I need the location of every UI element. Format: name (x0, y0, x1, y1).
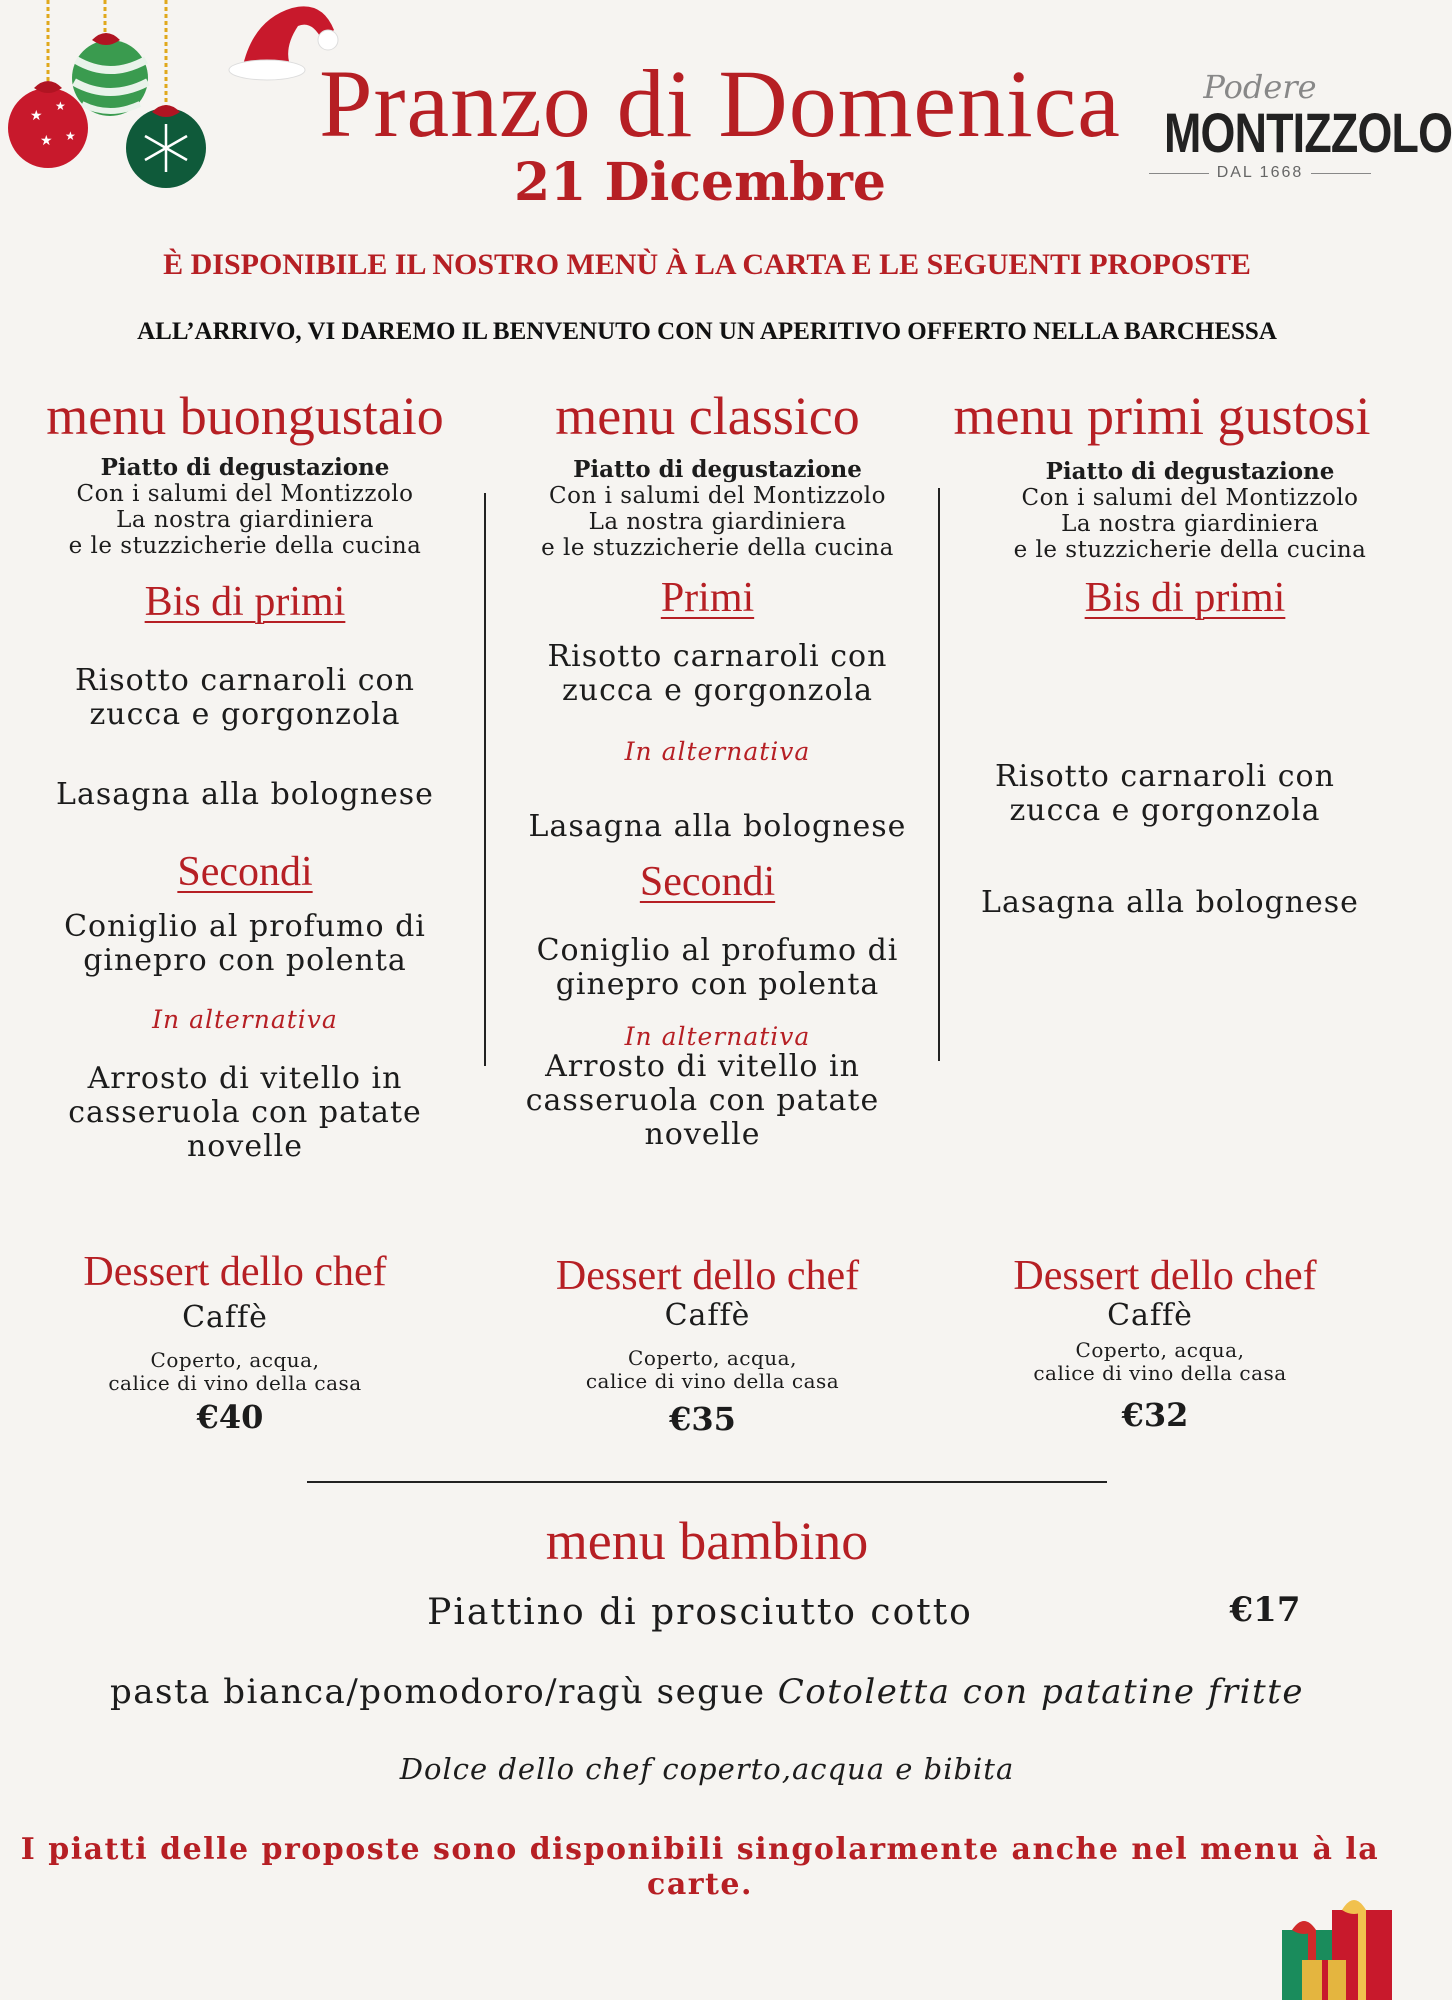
degustazione-heading: Piatto di degustazione (100, 454, 390, 481)
menu-price: €40 (196, 1398, 264, 1436)
event-date: 21 Dicembre (514, 152, 886, 213)
menu-title: menu buongustaio (46, 386, 444, 446)
section-title-primi: Bis di primi (144, 579, 346, 625)
welcome-notice: ALL’ARRIVO, VI DAREMO IL BENVENUTO CON UN APERITIVO OFFERTO NELLA BARCHESSA (137, 318, 1277, 345)
page-title: Pranzo di Domenica (319, 50, 1121, 157)
logo-dal: DAL 1668 (1216, 164, 1304, 181)
degustazione-line: e le stuzzicherie della cucina (68, 533, 422, 559)
degustazione-line: La nostra giardiniera (1061, 511, 1319, 537)
dish: Lasagna alla bolognese (981, 885, 1359, 920)
svg-text:★: ★ (55, 99, 66, 113)
svg-text:★: ★ (40, 133, 53, 149)
menu-title: menu primi gustosi (953, 386, 1371, 446)
coperto-line: calice di vino della casa (585, 1369, 840, 1393)
degustazione-heading: Piatto di degustazione (573, 456, 862, 483)
dish: Lasagna alla bolognese (56, 777, 434, 812)
dish: ginepro con polenta (555, 967, 880, 1002)
degustazione-line: e le stuzzicherie della cucina (1013, 537, 1367, 563)
section-title-primi: Bis di primi (1084, 575, 1286, 621)
dessert-title: Dessert dello chef (1013, 1253, 1317, 1299)
dish: Coniglio al profumo di (536, 933, 899, 968)
footer-note: I piatti delle proposte sono disponibili singolarmente anche nel menu à la carte. (20, 1832, 1380, 1902)
dish: zucca e gorgonzola (89, 697, 401, 732)
degustazione-line: e le stuzzicherie della cucina (541, 535, 894, 561)
degustazione-line: La nostra giardiniera (588, 509, 847, 535)
logo-name: MONTIZZOLO (1164, 101, 1452, 164)
coperto-line: Coperto, acqua, (150, 1348, 320, 1372)
availability-notice: È DISPONIBILE IL NOSTRO MENÙ À LA CARTA E LE SEGUENTI PROPOSTE (163, 248, 1251, 281)
dish: zucca e gorgonzola (562, 673, 873, 708)
degustazione-line: Con i salumi del Montizzolo (76, 481, 414, 507)
menu-price: €35 (669, 1400, 736, 1438)
caffe-label: Caffè (1107, 1298, 1193, 1333)
dish: Risotto carnaroli con (547, 639, 888, 674)
dish: novelle (644, 1117, 761, 1152)
menu-title-bambino: menu bambino (545, 1511, 869, 1571)
dish: casseruola con patate (525, 1083, 880, 1118)
caffe-label: Caffè (664, 1298, 751, 1333)
alternative-label: In alternativa (624, 737, 811, 766)
christmas-baubles-icon (0, 0, 220, 200)
coperto-line: Coperto, acqua, (628, 1346, 797, 1370)
kids-price: €17 (1229, 1590, 1301, 1630)
dessert-title: Dessert dello chef (555, 1253, 860, 1299)
section-title-secondi: Secondi (177, 849, 313, 895)
kids-dessert-line: Dolce dello chef coperto,acqua e bibita (399, 1752, 1015, 1786)
kids-pasta-options: pasta bianca/pomodoro/ragù segue (109, 1672, 778, 1712)
dessert-title: Dessert dello chef (83, 1249, 387, 1295)
divider (1311, 173, 1371, 174)
alternative-label: In alternativa (624, 1022, 811, 1051)
section-divider (307, 1481, 1107, 1483)
logo-since (1140, 164, 1380, 182)
dish: casseruola con patate (68, 1095, 422, 1130)
divider (1149, 173, 1209, 174)
degustazione-line: La nostra giardiniera (116, 507, 374, 533)
dish: Risotto carnaroli con (995, 759, 1335, 794)
dish: Risotto carnaroli con (75, 663, 415, 698)
coperto-line: calice di vino della casa (1033, 1361, 1287, 1385)
logo (1140, 68, 1452, 182)
menu-title: menu classico (555, 386, 860, 446)
alternative-label: In alternativa (152, 1005, 338, 1034)
section-title-secondi: Secondi (639, 859, 776, 905)
dish: ginepro con polenta (83, 943, 407, 978)
dish: Arrosto di vitello in (87, 1061, 403, 1096)
dish: novelle (186, 1129, 304, 1164)
kids-dish: Piattino di prosciutto cotto (427, 1592, 973, 1633)
coperto-line: Coperto, acqua, (1075, 1338, 1245, 1362)
kids-dish-line (0, 1672, 1414, 1712)
dish: Coniglio al profumo di (64, 909, 426, 944)
dish: zucca e gorgonzola (1009, 793, 1321, 828)
degustazione-line: Con i salumi del Montizzolo (549, 483, 886, 509)
dish: Arrosto di vitello in (545, 1049, 860, 1084)
caffe-label: Caffè (182, 1300, 268, 1335)
coperto-line: calice di vino della casa (108, 1371, 362, 1395)
degustazione-line: Con i salumi del Montizzolo (1021, 485, 1359, 511)
svg-text:★: ★ (65, 129, 76, 143)
menu-price: €32 (1121, 1396, 1189, 1434)
degustazione-heading: Piatto di degustazione (1045, 458, 1335, 485)
kids-main-course: Cotoletta con patatine fritte (777, 1672, 1305, 1712)
svg-text:★: ★ (30, 108, 43, 124)
logo-podere: Podere (1203, 68, 1317, 106)
dish: Lasagna alla bolognese (528, 809, 907, 844)
section-title-primi: Primi (660, 575, 755, 621)
